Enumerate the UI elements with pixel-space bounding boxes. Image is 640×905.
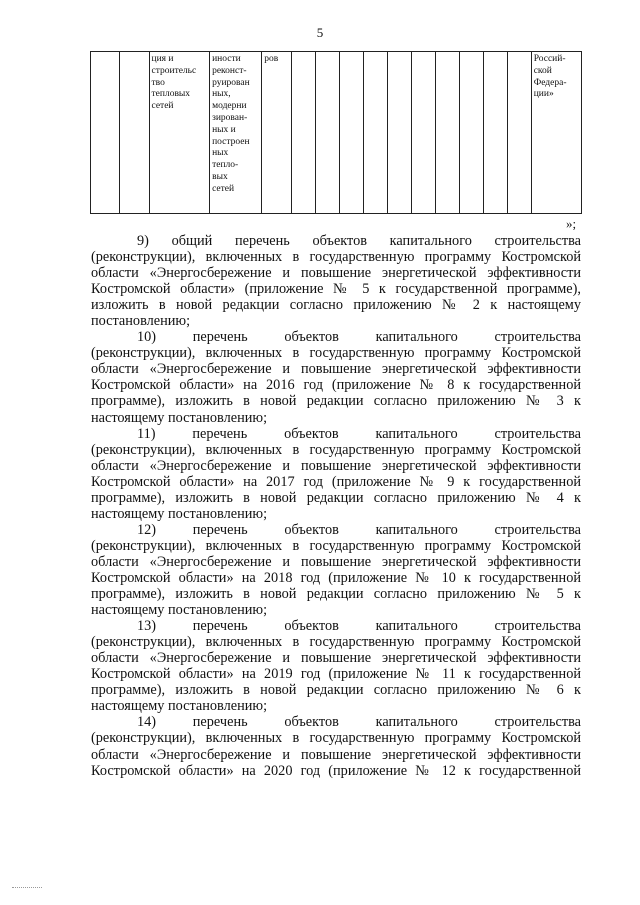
document-body	[91, 233, 581, 779]
table-cell	[91, 52, 120, 214]
paragraph-line: Костромской области» на 2020 год (приложение № 12 к государственной	[91, 762, 581, 779]
paragraph-first-line: 12) перечень объектов капитального строительства	[137, 521, 581, 538]
paragraph-line: области «Энергосбережение и повышение энергетической эффективности	[91, 553, 581, 570]
paragraph-first-line: 10) перечень объектов капитального строительства	[137, 329, 581, 346]
table-cell-text: Россий- ской Федера- ции»	[533, 54, 567, 100]
list-item	[91, 329, 581, 425]
table-cell	[531, 52, 581, 214]
paragraph-line: (реконструкции), включенных в государственную программу Костромской	[91, 249, 581, 266]
list-item	[91, 426, 581, 522]
paragraph-line: (реконструкции), включенных в государственную программу Костромской	[91, 730, 581, 747]
table-cell	[339, 52, 363, 214]
paragraph-line: области «Энергосбережение и повышение энергетической эффективности	[91, 361, 581, 378]
paragraph-line: Костромской области» на 2017 год (приложение № 9 к государственной	[91, 473, 581, 490]
paragraph-line: Костромской области» на 2016 год (приложение № 8 к государственной	[91, 377, 581, 394]
paragraph-first-line: 11) перечень объектов капитального строительства	[137, 425, 581, 442]
paragraph-line: области «Энергосбережение и повышение энергетической эффективности	[91, 265, 581, 282]
page-number: 5	[316, 25, 324, 40]
table-cell	[387, 52, 411, 214]
table-cell	[210, 52, 262, 214]
list-item	[91, 233, 581, 329]
paragraph-line: настоящему постановлению;	[91, 409, 268, 426]
table-cell-text: ция и строительс тво тепловых сетей	[151, 54, 197, 112]
paragraph-line: настоящему постановлению;	[91, 602, 268, 619]
continuation-table	[90, 51, 582, 214]
table-cell-text: иности реконст- руирован ных, модерни зирован- ных и построен ных тепло- вых сетей	[212, 54, 250, 194]
table-closing-mark: »;	[566, 216, 577, 231]
table-cell	[315, 52, 339, 214]
paragraph-line: настоящему постановлению;	[91, 698, 268, 715]
paragraph-line: программе), изложить в новой редакции согласно приложению № 4 к	[91, 489, 581, 506]
paragraph-line: программе), изложить в новой редакции согласно приложению № 5 к	[91, 586, 581, 603]
table-cell	[411, 52, 435, 214]
paragraph-first-line: 14) перечень объектов капитального строительства	[137, 714, 581, 731]
paragraph-line: программе), изложить в новой редакции согласно приложению № 6 к	[91, 682, 581, 699]
list-item	[91, 714, 581, 778]
table-cell	[459, 52, 483, 214]
list-item	[91, 618, 581, 714]
table-cell	[291, 52, 315, 214]
paragraph-line: (реконструкции), включенных в государственную программу Костромской	[91, 345, 581, 362]
table-row	[91, 52, 582, 214]
table-cell	[262, 52, 291, 214]
paragraph-line: области «Энергосбережение и повышение энергетической эффективности	[91, 746, 581, 763]
table-cell	[120, 52, 149, 214]
table-cell	[435, 52, 459, 214]
paragraph-line: области «Энергосбережение и повышение энергетической эффективности	[91, 457, 581, 474]
paragraph-line: (реконструкции), включенных в государственную программу Костромской	[91, 634, 581, 651]
paragraph-first-line: 13) перечень объектов капитального строительства	[137, 618, 581, 635]
paragraph-line: Костромской области» на 2018 год (приложение № 10 к государственной	[91, 569, 581, 586]
table-cell	[149, 52, 210, 214]
paragraph-line: Костромской области» (приложение № 5 к государственной программе),	[91, 281, 581, 298]
list-item	[91, 522, 581, 618]
paragraph-line: области «Энергосбережение и повышение энергетической эффективности	[91, 650, 581, 667]
table-cell-text: ров	[264, 54, 279, 64]
table-cell	[507, 52, 531, 214]
paragraph-line: настоящему постановлению;	[91, 505, 268, 522]
table-cell	[483, 52, 507, 214]
paragraph-line: программе), изложить в новой редакции согласно приложению № 3 к	[91, 393, 581, 410]
paragraph-line: (реконструкции), включенных в государственную программу Костромской	[91, 441, 581, 458]
scan-artifact	[12, 887, 42, 890]
paragraph-first-line: 9) общий перечень объектов капитального строительства	[137, 233, 581, 249]
paragraph-line: (реконструкции), включенных в государственную программу Костромской	[91, 537, 581, 554]
paragraph-line: Костромской области» на 2019 год (приложение № 11 к государственной	[91, 666, 581, 683]
paragraph-line: изложить в новой редакции согласно приложению № 2 к настоящему	[91, 297, 581, 314]
table-cell	[363, 52, 387, 214]
paragraph-line: постановлению;	[91, 313, 191, 330]
